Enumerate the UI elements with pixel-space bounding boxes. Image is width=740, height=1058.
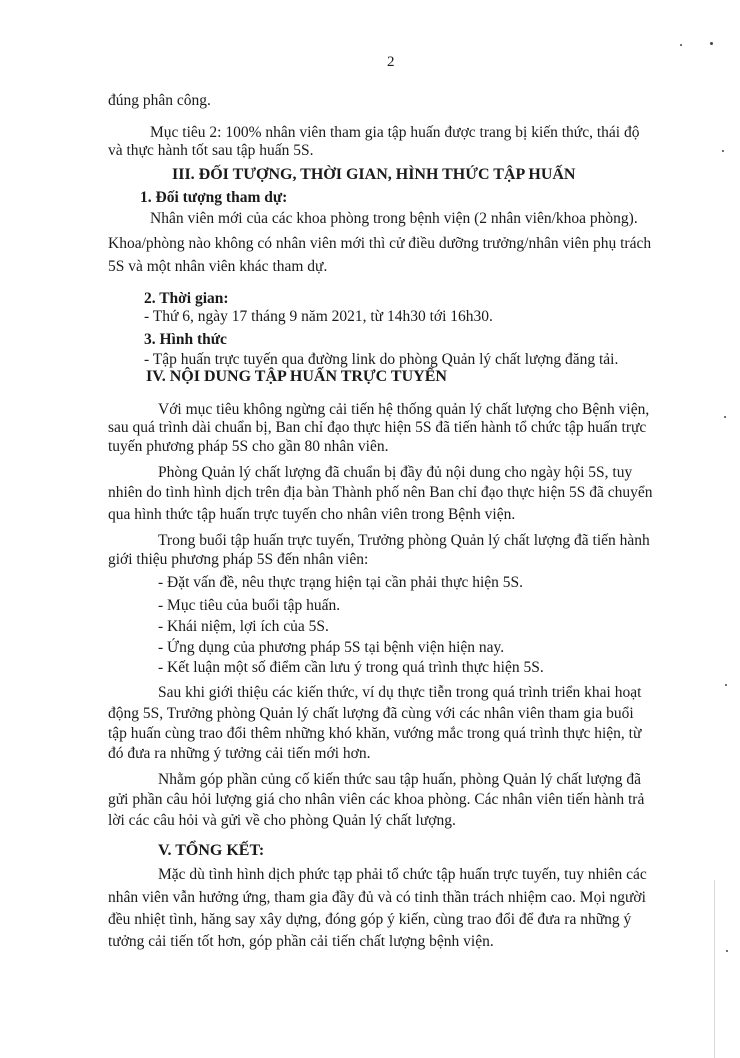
text-line: 5S và một nhân viên khác tham dự. [108, 258, 328, 275]
text-line: Trong buổi tập huấn trực tuyến, Trưởng phòng Quản lý chất lượng đã tiến hành [158, 532, 650, 549]
section-heading-v: V. TỔNG KẾT: [158, 842, 265, 859]
text-line: - Thứ 6, ngày 17 tháng 9 năm 2021, từ 14h30 tới 16h30. [144, 308, 493, 325]
text-line: Nhân viên mới của các khoa phòng trong bệnh viện (2 nhân viên/khoa phòng). [150, 210, 638, 227]
text-line: lời các câu hỏi và gửi về cho phòng Quản lý chất lượng. [108, 812, 456, 829]
text-line: động 5S, Trưởng phòng Quản lý chất lượng đã cùng với các nhân viên tham gia buổi [108, 705, 634, 722]
page-number: 2 [387, 54, 395, 70]
scan-speck [724, 416, 726, 418]
list-item: - Kết luận một số điểm cần lưu ý trong quá trình thực hiện 5S. [158, 659, 544, 676]
subheading-format: 3. Hình thức [144, 331, 227, 348]
text-line: đó đưa ra những ý tưởng cải tiến mới hơn. [108, 745, 371, 762]
text-line: Khoa/phòng nào không có nhân viên mới thì cử điều dưỡng trưởng/nhân viên phụ trách [108, 235, 652, 252]
list-item: - Ứng dụng của phương pháp 5S tại bệnh viện hiện nay. [158, 639, 505, 656]
text-line: và thực hành tốt sau tập huấn 5S. [108, 142, 314, 159]
section-heading-iii: III. ĐỐI TƯỢNG, THỜI GIAN, HÌNH THỨC TẬP HUẤN [172, 166, 576, 183]
section-heading-iv: IV. NỘI DUNG TẬP HUẤN TRỰC TUYẾN [146, 368, 447, 385]
text-line: đúng phân công. [108, 92, 211, 109]
subheading-time: 2. Thời gian: [144, 290, 229, 307]
text-line: - Tập huấn trực tuyến qua đường link do phòng Quản lý chất lượng đăng tải. [144, 351, 619, 368]
text-line: đều nhiệt tình, hăng say xây dựng, đóng góp ý kiến, cùng trao đổi để đưa ra những ý [108, 911, 632, 928]
list-item: - Đặt vấn đề, nêu thực trạng hiện tại cần phải thực hiện 5S. [158, 574, 524, 591]
text-line: Mục tiêu 2: 100% nhân viên tham gia tập huấn được trang bị kiến thức, thái độ [150, 124, 640, 141]
scan-speck [680, 44, 682, 46]
text-line: tưởng cải tiến tốt hơn, góp phần cải tiến chất lượng bệnh viện. [108, 933, 494, 950]
scan-speck [725, 684, 727, 686]
text-line: nhân viên vẫn hưởng ứng, tham gia đầy đủ và có tinh thần trách nhiệm cao. Mọi người [108, 889, 646, 906]
text-line: Mặc dù tình hình dịch phức tạp phải tổ chức tập huấn trực tuyến, tuy nhiên các [158, 866, 647, 883]
list-item: - Mục tiêu của buổi tập huấn. [158, 597, 341, 614]
text-line: giới thiệu phương pháp 5S đến nhân viên: [108, 551, 369, 568]
text-line: Sau khi giới thiệu các kiến thức, ví dụ thực tiễn trong quá trình triển khai hoạt [158, 684, 642, 701]
text-line: tập huấn cùng trao đổi thêm những khó khăn, vướng mắc trong quá trình thực hiện, từ [108, 725, 642, 742]
scan-speck [726, 950, 728, 952]
scan-speck [710, 42, 713, 45]
subheading-participants: 1. Đối tượng tham dự: [140, 189, 288, 206]
text-line: qua hình thức tập huấn trực tuyến cho nhân viên trong Bệnh viện. [108, 506, 516, 523]
text-line: Phòng Quản lý chất lượng đã chuẩn bị đầy đủ nội dung cho ngày hội 5S, tuy [158, 464, 633, 481]
text-line: tuyến phương pháp 5S cho gần 80 nhân viên. [108, 438, 389, 455]
scan-edge-line [714, 880, 715, 1058]
text-line: Với mục tiêu không ngừng cải tiến hệ thống quản lý chất lượng cho Bệnh viện, [158, 401, 650, 418]
text-line: nhiên do tình hình dịch trên địa bàn Thành phố nên Ban chỉ đạo thực hiện 5S đã chuyển [108, 484, 653, 501]
text-line: Nhằm góp phần củng cố kiến thức sau tập huấn, phòng Quản lý chất lượng đã [158, 771, 641, 788]
scan-speck [722, 150, 724, 152]
text-line: sau quá trình dài chuẩn bị, Ban chỉ đạo thực hiện 5S đã tiến hành tổ chức tập huấn trực [108, 419, 647, 436]
list-item: - Khái niệm, lợi ích của 5S. [158, 618, 329, 635]
text-line: gửi phần câu hỏi lượng giá cho nhân viên các khoa phòng. Các nhân viên tiến hành trả [108, 791, 645, 808]
